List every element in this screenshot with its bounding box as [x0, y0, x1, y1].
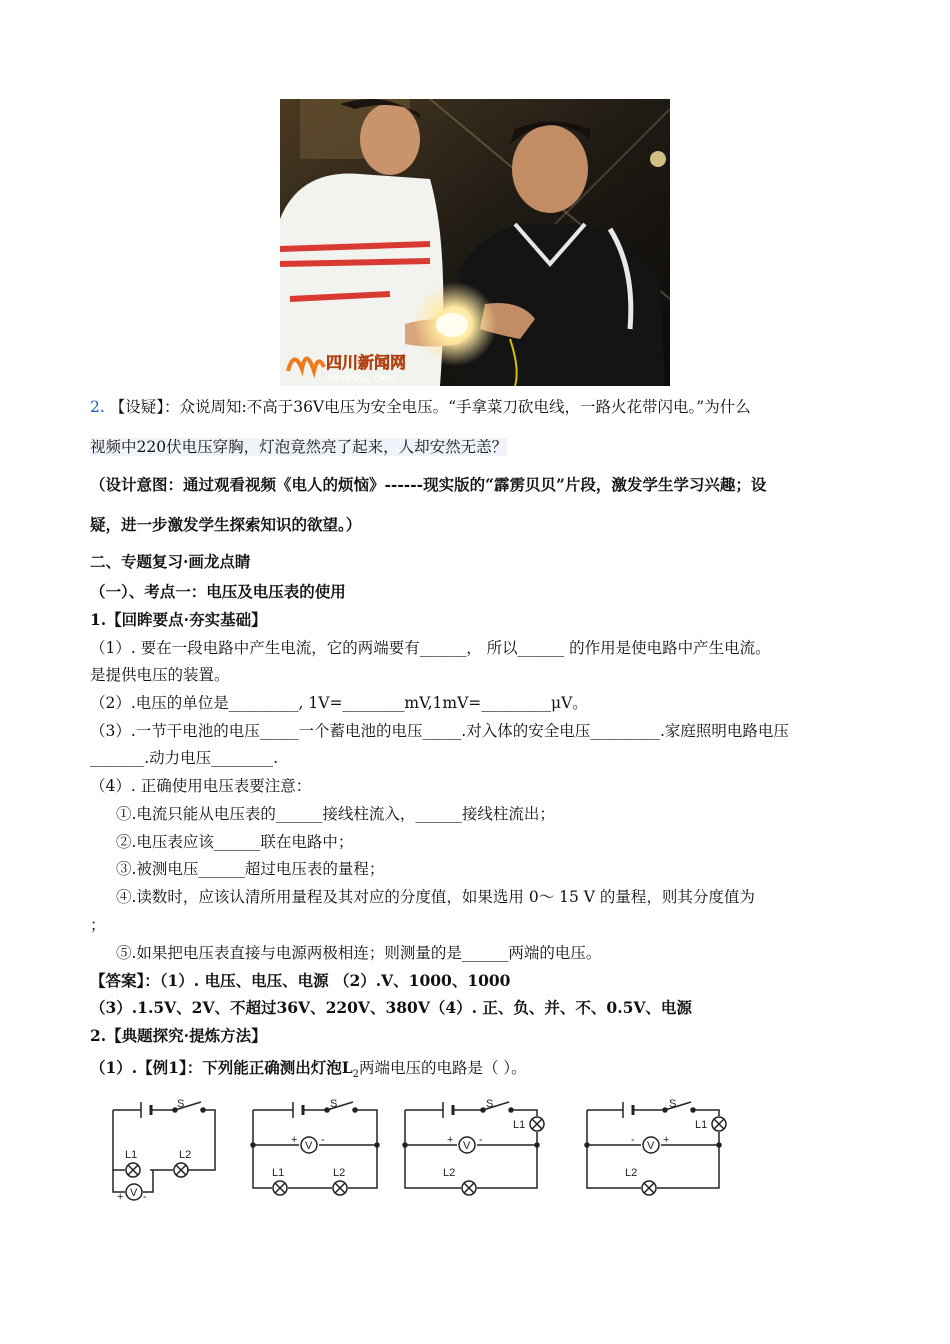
svg-text:+: +	[117, 1191, 124, 1203]
svg-text:V: V	[305, 1140, 313, 1152]
svg-text:+: +	[291, 1134, 298, 1146]
item-3-line1: （3）.一节干电池的电压_____一个蓄电池的电压_____.对入体的安全电压_________.家庭照明电路电压	[90, 722, 789, 740]
subitem-2: ②.电压表应该______联在电路中；	[116, 833, 354, 851]
question-2-line1: 2. 【设疑】：众说周知:不高于36V电压为安全电压。“手拿菜刀砍电线，一路火花带闪电。”为什么	[90, 398, 751, 416]
keypoint-1-title: （一）、考点一：电压及电压表的使用	[90, 582, 346, 601]
svg-text:L2: L2	[625, 1167, 638, 1179]
design-intent-line2: 疑，进一步激发学生探索知识的欲望。）	[90, 515, 362, 534]
svg-text:L1: L1	[125, 1149, 138, 1161]
svg-text:S: S	[330, 1098, 338, 1110]
subitem-4: ④.读数时，应该认清所用量程及其对应的分度值，如果选用 0～ 15 V 的量程，则其分度值为	[116, 888, 755, 906]
item-3-line2: _______.动力电压________.	[90, 749, 279, 767]
svg-text:+: +	[447, 1134, 454, 1146]
item-2: （2）.电压的单位是_________, 1V=________mV,1mV=_________μV。	[90, 694, 588, 712]
circuit-d	[585, 1098, 726, 1195]
svg-text:-: -	[479, 1134, 483, 1146]
subitem-5: ⑤.如果把电压表直接与电源两极相连；则测量的是______两端的电压。	[116, 944, 602, 962]
item-1-line2: 是提供电压的装置。	[90, 666, 230, 684]
svg-text:+: +	[663, 1134, 670, 1146]
answer-line1: 【答案】：（1）. 电压、电压、电源 （2）.V、1000、1000	[90, 971, 511, 990]
svg-text:-: -	[631, 1134, 635, 1146]
svg-text:S: S	[669, 1098, 677, 1110]
circuit-a	[113, 1098, 215, 1203]
design-intent-line1: （设计意图：通过观看视频《电人的烦恼》------现实版的“霹雳贝贝”片段，激发学生学习兴趣；设	[90, 475, 767, 494]
example-1-question: （1）.【例1】：下列能正确测出灯泡$L_2$两端电压的电路是（ ）。	[90, 1058, 527, 1081]
question-2-line2: 视频中220伏电压穿胸，灯泡竟然亮了起来，人却安然无恙？	[90, 438, 508, 456]
svg-text:L2: L2	[179, 1149, 192, 1161]
svg-text:L1: L1	[513, 1119, 526, 1131]
svg-text:V: V	[647, 1140, 655, 1152]
video-still-photo	[280, 99, 670, 386]
example-title: 2.【典题探究·提炼方法】	[90, 1026, 267, 1045]
answer-line2: （3）.1.5V、2V、不超过36V、220V、380V（4）. 正、负、并、不、0.5V、电源	[90, 998, 692, 1017]
subitem-1: ①.电流只能从电压表的______接线柱流入，______接线柱流出；	[116, 805, 555, 823]
svg-text:V: V	[130, 1187, 138, 1199]
circuit-b	[251, 1098, 379, 1195]
logo-en-text: NEWSSC.ORG	[328, 374, 397, 385]
question-number: 2.	[90, 398, 105, 416]
svg-text:L2: L2	[443, 1167, 456, 1179]
svg-text:-: -	[143, 1191, 147, 1203]
svg-text:L1: L1	[695, 1119, 708, 1131]
item-1-line1: （1）. 要在一段电路中产生电流，它的两端要有______， 所以______ 的作用是使电路中产生电流。	[90, 639, 771, 657]
svg-text:L1: L1	[272, 1167, 285, 1179]
logo-cn-text: 四川新闻网	[326, 353, 407, 372]
item-4: （4）. 正确使用电压表要注意：	[90, 777, 312, 795]
circuit-c	[403, 1098, 544, 1195]
circuit-options	[105, 1090, 745, 1205]
svg-text:V: V	[463, 1140, 471, 1152]
section-2-title: 二、专题复习·画龙点睛	[90, 552, 251, 571]
svg-text:S: S	[177, 1098, 185, 1110]
subitem-3: ③.被测电压______超过电压表的量程；	[116, 860, 385, 878]
subitem-4-tail: ；	[90, 916, 106, 934]
svg-text:S: S	[486, 1098, 494, 1110]
svg-text:L2: L2	[333, 1167, 346, 1179]
review-title: 1.【回眸要点·夯实基础】	[90, 610, 267, 629]
svg-text:-: -	[321, 1134, 325, 1146]
